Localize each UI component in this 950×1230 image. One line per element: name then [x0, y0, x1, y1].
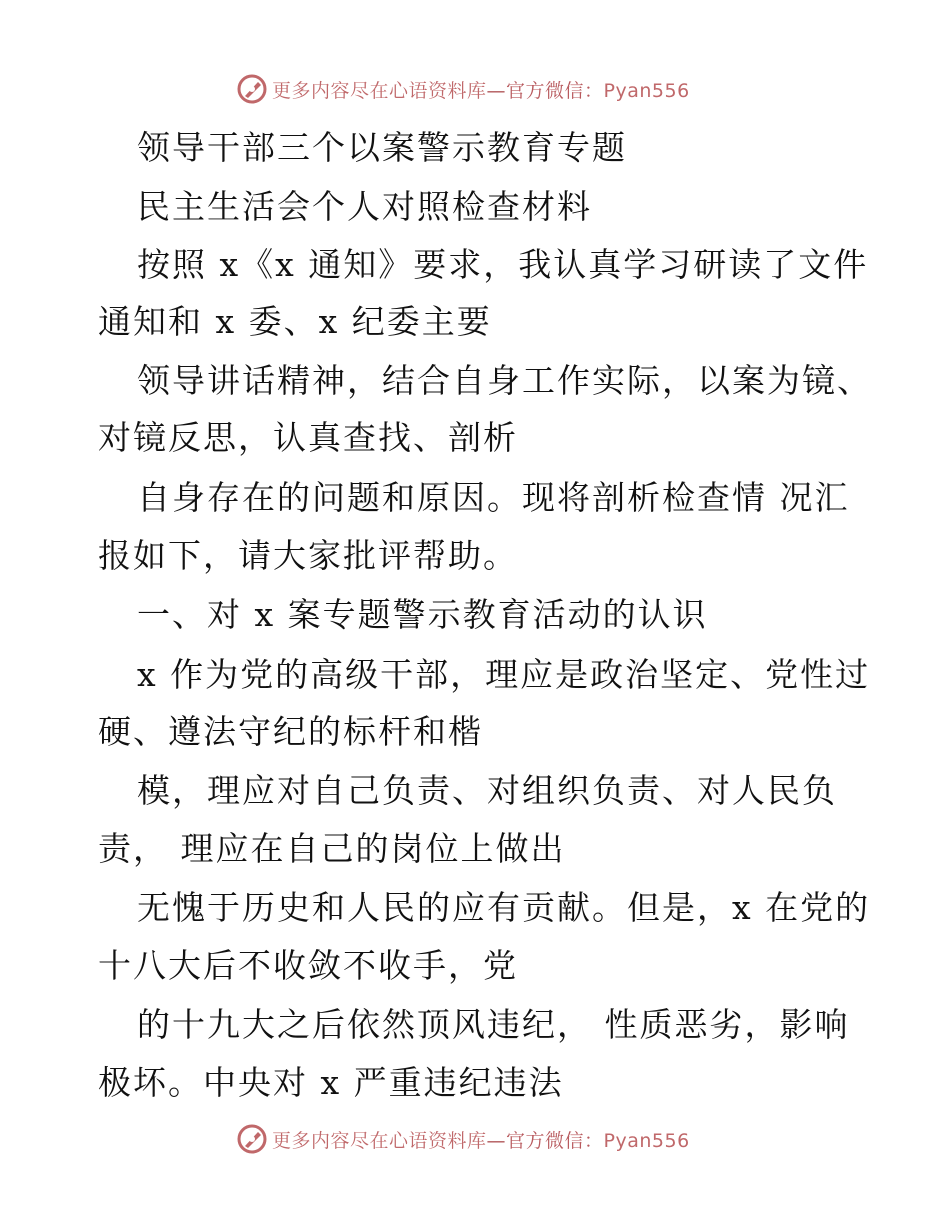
banner-wechat-label: 官方微信： [506, 79, 604, 102]
doc-line: 对镜反思，认真查找、剖析 [98, 418, 518, 457]
banner-text [272, 1126, 690, 1153]
doc-line: 硬、遵法守纪的标杆和楷 [98, 712, 483, 751]
doc-line: 模，理应对自己负责、对组织负责、对人民负 [137, 771, 837, 810]
header-banner [236, 72, 690, 106]
banner-text [272, 76, 690, 103]
doc-section-heading: 一、对 x 案专题警示教育活动的认识 [137, 595, 708, 634]
pen-circle-logo-icon [236, 1123, 268, 1155]
doc-line: 领导讲话精神，结合自身工作实际，以案为镜、 [137, 361, 872, 400]
footer-banner [236, 1122, 690, 1156]
doc-line: 通知和 x 委、x 纪委主要 [98, 302, 492, 341]
doc-line: 十八大后不收敛不收手，党 [98, 946, 518, 985]
banner-separator: — [486, 1129, 507, 1152]
doc-line: 自身存在的问题和原因。现将剖析检查情 况汇 [137, 478, 850, 517]
banner-wechat-label: 官方微信： [506, 1129, 604, 1152]
doc-line: 的十九大之后依然顶风违纪， 性质恶劣，影响 [137, 1005, 850, 1044]
doc-line: 无愧于历史和人民的应有贡献。但是，x 在党的 [137, 888, 871, 927]
doc-line: 按照 x《x 通知》要求，我认真学习研读了文件 [137, 245, 869, 284]
doc-title-line-2: 民主生活会个人对照检查材料 [137, 187, 592, 226]
doc-line: 报如下，请大家批评帮助。 [98, 536, 518, 575]
doc-line: 责， 理应在自己的岗位上做出 [98, 829, 566, 868]
banner-wechat-id: Pyan556 [603, 1129, 690, 1152]
doc-title-line-1: 领导干部三个以案警示教育专题 [137, 128, 627, 167]
pen-circle-logo-icon [236, 73, 268, 105]
banner-title: 更多内容尽在心语资料库 [272, 79, 487, 102]
banner-separator: — [486, 79, 507, 102]
banner-title: 更多内容尽在心语资料库 [272, 1129, 487, 1152]
doc-line: x 作为党的高级干部，理应是政治坚定、党性过 [137, 655, 871, 694]
banner-wechat-id: Pyan556 [603, 79, 690, 102]
doc-line: 极坏。中央对 x 严重违纪违法 [98, 1063, 564, 1102]
